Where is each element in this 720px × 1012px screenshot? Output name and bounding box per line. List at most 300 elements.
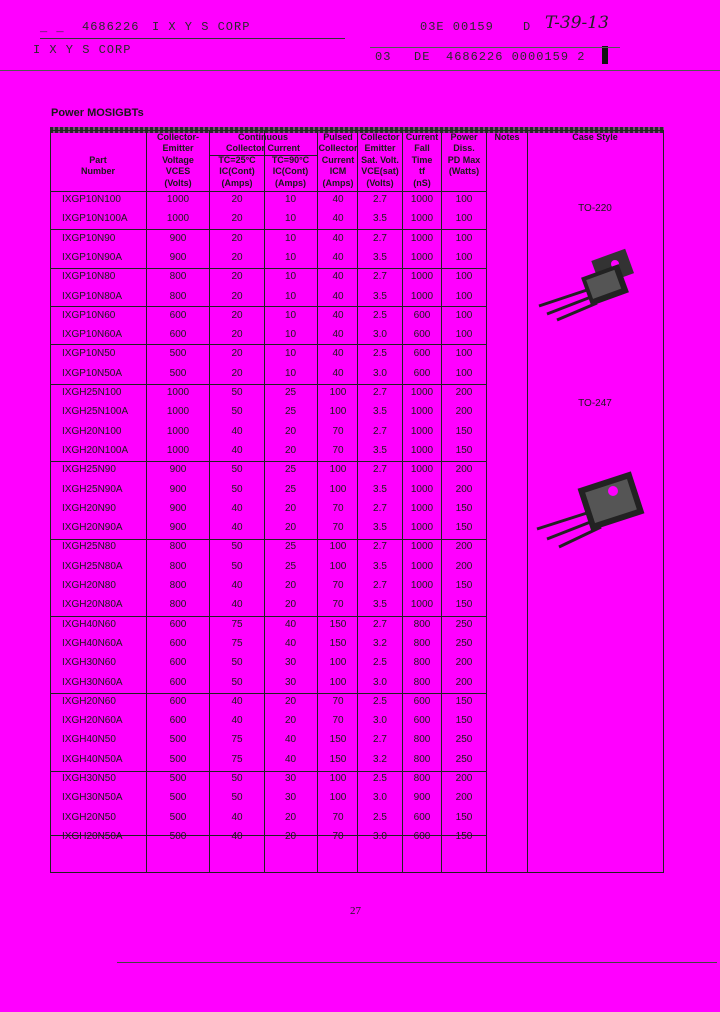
header-notes: Notes [494,132,520,142]
cell-vce-sat: 3.0 [373,792,387,804]
cell-ic-90c: 30 [284,657,297,669]
cell-part-number: IXGH20N80 [62,580,116,591]
cell-pd-max: 100 [455,194,473,205]
cell-pd-max: 100 [455,309,473,321]
cell-ic-25c: 50 [231,792,243,804]
cell-ic-25c: 40 [231,695,243,707]
header-vces: Collector- Emitter Voltage VCES (Volts) [156,132,199,188]
cell-vces: 1000 [166,444,190,456]
cell-vces: 500 [169,348,187,360]
cell-icm: 40 [332,348,344,360]
cell-pd-max: 100 [455,348,473,360]
cell-part-number: IXGH20N60 [62,695,116,707]
cell-pd-max: 100 [455,367,473,379]
cell-fall-time: 600 [413,830,431,842]
cell-icm: 70 [332,695,344,707]
cell-icm: 40 [332,290,344,302]
cell-ic-25c: 20 [231,290,243,302]
cell-ic-25c: 50 [231,676,243,688]
row-group-divider [50,268,487,269]
cell-ic-90c: 30 [284,792,297,804]
cell-pd-max: 200 [455,464,473,476]
cell-ic-25c: 50 [231,483,243,495]
row-group-divider [50,344,487,345]
cell-icm: 70 [332,715,344,727]
to220-package-icon [533,248,653,323]
cell-vces: 900 [169,232,187,244]
cell-ic-90c: 10 [284,348,297,360]
cell-fall-time: 600 [413,367,431,379]
to247-package-icon [533,465,653,550]
cell-ic-90c: 20 [284,580,297,591]
cell-pd-max: 150 [455,522,473,534]
header-ic90: TC=90°C IC(Cont) (Amps) [271,155,310,188]
cell-fall-time: 1000 [410,444,434,456]
cell-ic-25c: 20 [231,348,243,360]
cell-part-number: IXGH30N50A [62,792,123,804]
cell-vce-sat: 3.0 [373,367,387,379]
cell-ic-25c: 20 [231,309,243,321]
cell-icm: 40 [332,309,344,321]
cell-ic-90c: 20 [284,522,297,534]
cell-part-number: IXGH25N100A [62,406,129,418]
cell-vces: 600 [169,309,187,321]
cell-vces: 800 [169,580,187,591]
row-group-divider [50,191,487,192]
cell-icm: 40 [332,232,344,244]
cell-vce-sat: 3.0 [373,830,387,842]
row-group-divider [50,771,487,772]
cell-vces: 600 [169,695,187,707]
cell-fall-time: 800 [413,676,431,688]
cell-icm: 40 [332,251,344,263]
cell-ic-25c: 50 [231,406,243,418]
cell-vce-sat: 3.5 [373,290,387,302]
cell-vce-sat: 3.5 [373,560,387,572]
cell-part-number: IXGH30N50 [62,773,116,784]
cell-icm: 100 [329,773,347,784]
cell-part-number: IXGH20N50 [62,811,116,823]
cell-ic-25c: 40 [231,502,243,514]
cell-ic-25c: 40 [231,811,243,823]
cell-vces: 800 [169,290,187,302]
cell-part-number: IXGH40N50A [62,753,123,765]
cell-fall-time: 600 [413,348,431,360]
header-bar [602,46,608,64]
cell-vces: 800 [169,541,187,553]
handwritten-note: T-39-13 [545,13,609,33]
cell-icm: 40 [332,329,344,341]
cell-ic-90c: 25 [284,541,297,553]
cell-fall-time: 1000 [410,232,434,244]
cell-vces: 500 [169,792,187,804]
cell-ic-90c: 10 [284,194,297,205]
header-power: Power Diss. PD Max (Watts) [447,132,481,177]
cell-ic-90c: 20 [284,444,297,456]
cell-fall-time: 1000 [410,406,434,418]
case-to220-label: TO-220 [578,203,612,214]
cell-ic-25c: 50 [231,657,243,669]
cell-ic-25c: 20 [231,213,243,225]
cell-pd-max: 150 [455,695,473,707]
cell-vce-sat: 3.5 [373,251,387,263]
header-fall-time: Current Fall Time tf (nS) [405,132,439,188]
cell-fall-time: 1000 [410,251,434,263]
cell-vces: 800 [169,560,187,572]
cell-vce-sat: 2.5 [373,773,387,784]
column-divider [486,130,487,873]
cell-pd-max: 150 [455,502,473,514]
cell-part-number: IXGH30N60A [62,676,123,688]
cell-vce-sat: 2.7 [373,232,387,244]
cell-vces: 1000 [166,406,190,418]
cell-vce-sat: 2.7 [373,541,387,553]
cell-icm: 100 [329,464,347,476]
cell-pd-max: 200 [455,657,473,669]
cell-fall-time: 1000 [410,387,434,398]
cell-icm: 70 [332,830,344,842]
cell-pd-max: 150 [455,830,473,842]
cell-icm: 40 [332,367,344,379]
cell-ic-25c: 50 [231,387,243,398]
cell-pd-max: 100 [455,271,473,283]
cell-part-number: IXGP10N80 [62,271,116,283]
cell-vces: 500 [169,753,187,765]
cell-vces: 1000 [166,194,190,205]
cell-pd-max: 100 [455,232,473,244]
cell-pd-max: 100 [455,329,473,341]
cell-vces: 900 [169,483,187,495]
cell-vce-sat: 2.5 [373,657,387,669]
cell-ic-90c: 25 [284,406,297,418]
cell-vces: 600 [169,329,187,341]
cell-ic-90c: 20 [284,695,297,707]
row-group-divider [50,229,487,230]
cell-vce-sat: 3.0 [373,676,387,688]
cell-part-number: IXGH20N100 [62,425,122,437]
cell-vce-sat: 3.5 [373,599,387,611]
cell-part-number: IXGH25N90 [62,464,116,476]
cell-vce-sat: 3.5 [373,444,387,456]
cell-ic-90c: 20 [284,502,297,514]
cell-vces: 1000 [166,387,190,398]
cell-vce-sat: 2.7 [373,502,387,514]
header-dash: _ _ [40,21,65,35]
cell-vces: 800 [169,271,187,283]
cell-part-number: IXGP10N60 [62,309,116,321]
cell-vce-sat: 2.7 [373,618,387,630]
cell-vces: 500 [169,830,187,842]
cell-pd-max: 200 [455,560,473,572]
cell-pd-max: 150 [455,425,473,437]
cell-ic-90c: 10 [284,367,297,379]
cell-vces: 600 [169,657,187,669]
cell-vce-sat: 3.2 [373,753,387,765]
cell-ic-90c: 10 [284,329,297,341]
row-group-divider [50,693,487,694]
cell-part-number: IXGH20N60A [62,715,123,727]
cell-icm: 70 [332,425,344,437]
cell-vce-sat: 2.7 [373,580,387,591]
cell-fall-time: 1000 [410,502,434,514]
cell-part-number: IXGH20N90 [62,502,116,514]
cell-vce-sat: 2.5 [373,348,387,360]
cell-icm: 100 [329,541,347,553]
cell-ic-25c: 20 [231,271,243,283]
cell-part-number: IXGH20N80A [62,599,123,611]
cell-ic-90c: 25 [284,387,297,398]
cell-pd-max: 200 [455,483,473,495]
cell-part-number: IXGH25N100 [62,387,122,398]
cell-icm: 70 [332,811,344,823]
cell-part-number: IXGH25N80A [62,560,123,572]
cell-ic-90c: 10 [284,271,297,283]
cell-ic-25c: 20 [231,251,243,263]
cell-fall-time: 600 [413,811,431,823]
row-group-divider [50,539,487,540]
cell-ic-90c: 10 [284,251,297,263]
cell-fall-time: 1000 [410,483,434,495]
header-code-2: 4686226 0000159 2 [446,50,586,64]
cell-icm: 70 [332,580,344,591]
cell-fall-time: 1000 [410,464,434,476]
cell-pd-max: 250 [455,734,473,746]
cell-part-number: IXGP10N100 [62,194,121,205]
cell-icm: 40 [332,271,344,283]
cell-part-number: IXGH30N60 [62,657,116,669]
cell-icm: 100 [329,792,347,804]
cell-vces: 1000 [166,425,190,437]
row-group-divider [50,616,487,617]
cell-ic-25c: 40 [231,599,243,611]
page-title: Power MOSIGBTs [51,107,144,119]
cell-ic-25c: 50 [231,773,243,784]
cell-pd-max: 100 [455,251,473,263]
cell-vces: 900 [169,251,187,263]
cell-pd-max: 150 [455,580,473,591]
cell-icm: 70 [332,444,344,456]
cell-ic-90c: 30 [284,773,297,784]
cell-part-number: IXGP10N80A [62,290,123,302]
cell-pd-max: 200 [455,406,473,418]
header-d: D [523,20,532,34]
cell-ic-25c: 50 [231,541,243,553]
row-group-divider [50,461,487,462]
cell-ic-90c: 10 [284,213,297,225]
cell-pd-max: 200 [455,387,473,398]
cell-ic-25c: 50 [231,560,243,572]
cell-icm: 100 [329,483,347,495]
cell-part-number: IXGP10N50 [62,348,116,360]
cell-ic-90c: 40 [284,753,297,765]
cell-icm: 100 [329,406,347,418]
cell-ic-90c: 20 [284,811,297,823]
cell-icm: 40 [332,213,344,225]
header-part-number: Part Number [80,155,115,177]
cell-ic-25c: 75 [231,753,243,765]
cell-vce-sat: 2.7 [373,194,387,205]
cell-ic-25c: 20 [231,194,243,205]
cell-fall-time: 900 [413,792,431,804]
cell-ic-90c: 10 [284,309,297,321]
row-group-divider [50,306,487,307]
cell-vces: 500 [169,367,187,379]
header-de: DE [414,50,431,64]
cell-ic-90c: 40 [284,734,297,746]
cell-fall-time: 1000 [410,290,434,302]
cell-ic-25c: 40 [231,580,243,591]
cell-ic-25c: 40 [231,715,243,727]
cell-ic-90c: 20 [284,830,297,842]
cell-ic-25c: 20 [231,367,243,379]
cell-vces: 600 [169,715,187,727]
cell-fall-time: 1000 [410,580,434,591]
cell-icm: 150 [329,734,347,746]
cell-pd-max: 250 [455,618,473,630]
cell-vce-sat: 2.5 [373,309,387,321]
cell-vce-sat: 2.5 [373,695,387,707]
header-continuous: Continuous Collector Current [225,132,300,154]
cell-icm: 150 [329,637,347,649]
cell-vce-sat: 2.7 [373,387,387,398]
cell-vce-sat: 2.5 [373,811,387,823]
cell-icm: 100 [329,657,347,669]
cell-vces: 900 [169,522,187,534]
cell-ic-90c: 10 [284,232,297,244]
cell-vces: 900 [169,464,187,476]
cell-icm: 100 [329,676,347,688]
cell-pd-max: 100 [455,290,473,302]
case-to247-label: TO-247 [578,398,612,409]
cell-ic-90c: 20 [284,425,297,437]
cell-pd-max: 250 [455,753,473,765]
cell-fall-time: 800 [413,773,431,784]
column-divider [146,130,147,873]
cell-ic-90c: 30 [284,676,297,688]
cell-pd-max: 100 [455,213,473,225]
cell-ic-25c: 40 [231,425,243,437]
cell-ic-90c: 20 [284,715,297,727]
cell-vces: 900 [169,502,187,514]
cell-ic-25c: 40 [231,830,243,842]
cell-ic-25c: 40 [231,444,243,456]
cell-part-number: IXGH20N100A [62,444,129,456]
cell-fall-time: 600 [413,329,431,341]
cell-ic-90c: 25 [284,464,297,476]
cell-part-number: IXGP10N90A [62,251,123,263]
page-number: 27 [350,905,361,917]
column-divider [527,130,528,873]
cell-ic-90c: 40 [284,637,297,649]
row-group-divider [50,384,487,385]
header-company-1: I X Y S CORP [152,20,251,34]
cell-pd-max: 200 [455,792,473,804]
cell-part-number: IXGH25N90A [62,483,123,495]
cell-pd-max: 200 [455,773,473,784]
cell-fall-time: 600 [413,309,431,321]
cell-fall-time: 1000 [410,271,434,283]
cell-vce-sat: 3.5 [373,406,387,418]
cell-vces: 600 [169,637,187,649]
cell-fall-time: 800 [413,753,431,765]
cell-icm: 100 [329,387,347,398]
cell-icm: 70 [332,522,344,534]
cell-pd-max: 250 [455,637,473,649]
header-03: 03 [375,50,392,64]
header-case-style: Case Style [572,132,618,142]
cell-ic-25c: 75 [231,734,243,746]
cell-pd-max: 200 [455,676,473,688]
cell-vce-sat: 3.2 [373,637,387,649]
cell-vce-sat: 3.5 [373,522,387,534]
cell-fall-time: 1000 [410,213,434,225]
cell-pd-max: 200 [455,541,473,553]
header-right-code: 03E 00159 [420,20,494,34]
cell-fall-time: 1000 [410,194,434,205]
cell-fall-time: 1000 [410,560,434,572]
cell-ic-90c: 10 [284,290,297,302]
cell-pd-max: 150 [455,599,473,611]
cell-vce-sat: 3.0 [373,329,387,341]
cell-pd-max: 150 [455,715,473,727]
cell-ic-90c: 40 [284,618,297,630]
cell-vce-sat: 2.7 [373,271,387,283]
cell-part-number: IXGH20N50A [62,830,123,842]
cell-ic-25c: 75 [231,618,243,630]
cell-fall-time: 800 [413,637,431,649]
cell-ic-25c: 40 [231,522,243,534]
cell-vces: 600 [169,676,187,688]
cell-vces: 800 [169,599,187,611]
cell-pd-max: 150 [455,811,473,823]
cell-part-number: IXGH40N60 [62,618,116,630]
cell-icm: 150 [329,618,347,630]
header-vcesat: Collector Emitter Sat. Volt. VCE(sat) (Volts) [360,132,400,188]
cell-part-number: IXGH25N80 [62,541,116,553]
cell-fall-time: 600 [413,695,431,707]
cell-fall-time: 600 [413,715,431,727]
cell-ic-90c: 25 [284,483,297,495]
cell-fall-time: 1000 [410,599,434,611]
cell-icm: 150 [329,753,347,765]
cell-fall-time: 800 [413,618,431,630]
cell-icm: 70 [332,502,344,514]
cell-icm: 40 [332,194,344,205]
cell-fall-time: 800 [413,657,431,669]
cell-icm: 100 [329,560,347,572]
header-ic25: TC=25°C IC(Cont) (Amps) [218,155,256,188]
cell-fall-time: 1000 [410,425,434,437]
cell-vce-sat: 2.7 [373,734,387,746]
cell-icm: 70 [332,599,344,611]
cell-vces: 1000 [166,213,190,225]
header-code-1: 4686226 [82,20,140,34]
cell-vces: 600 [169,618,187,630]
cell-part-number: IXGP10N90 [62,232,116,244]
cell-fall-time: 1000 [410,522,434,534]
cell-vces: 500 [169,811,187,823]
cell-vce-sat: 2.7 [373,464,387,476]
cell-part-number: IXGH40N50 [62,734,116,746]
cell-vce-sat: 3.5 [373,213,387,225]
header-company-2: I X Y S CORP [33,43,132,57]
cell-pd-max: 150 [455,444,473,456]
cell-ic-25c: 20 [231,329,243,341]
cell-ic-90c: 25 [284,560,297,572]
cell-vces: 500 [169,734,187,746]
header-pulsed: Pulsed Collector Current ICM (Amps) [318,132,358,188]
cell-fall-time: 800 [413,734,431,746]
